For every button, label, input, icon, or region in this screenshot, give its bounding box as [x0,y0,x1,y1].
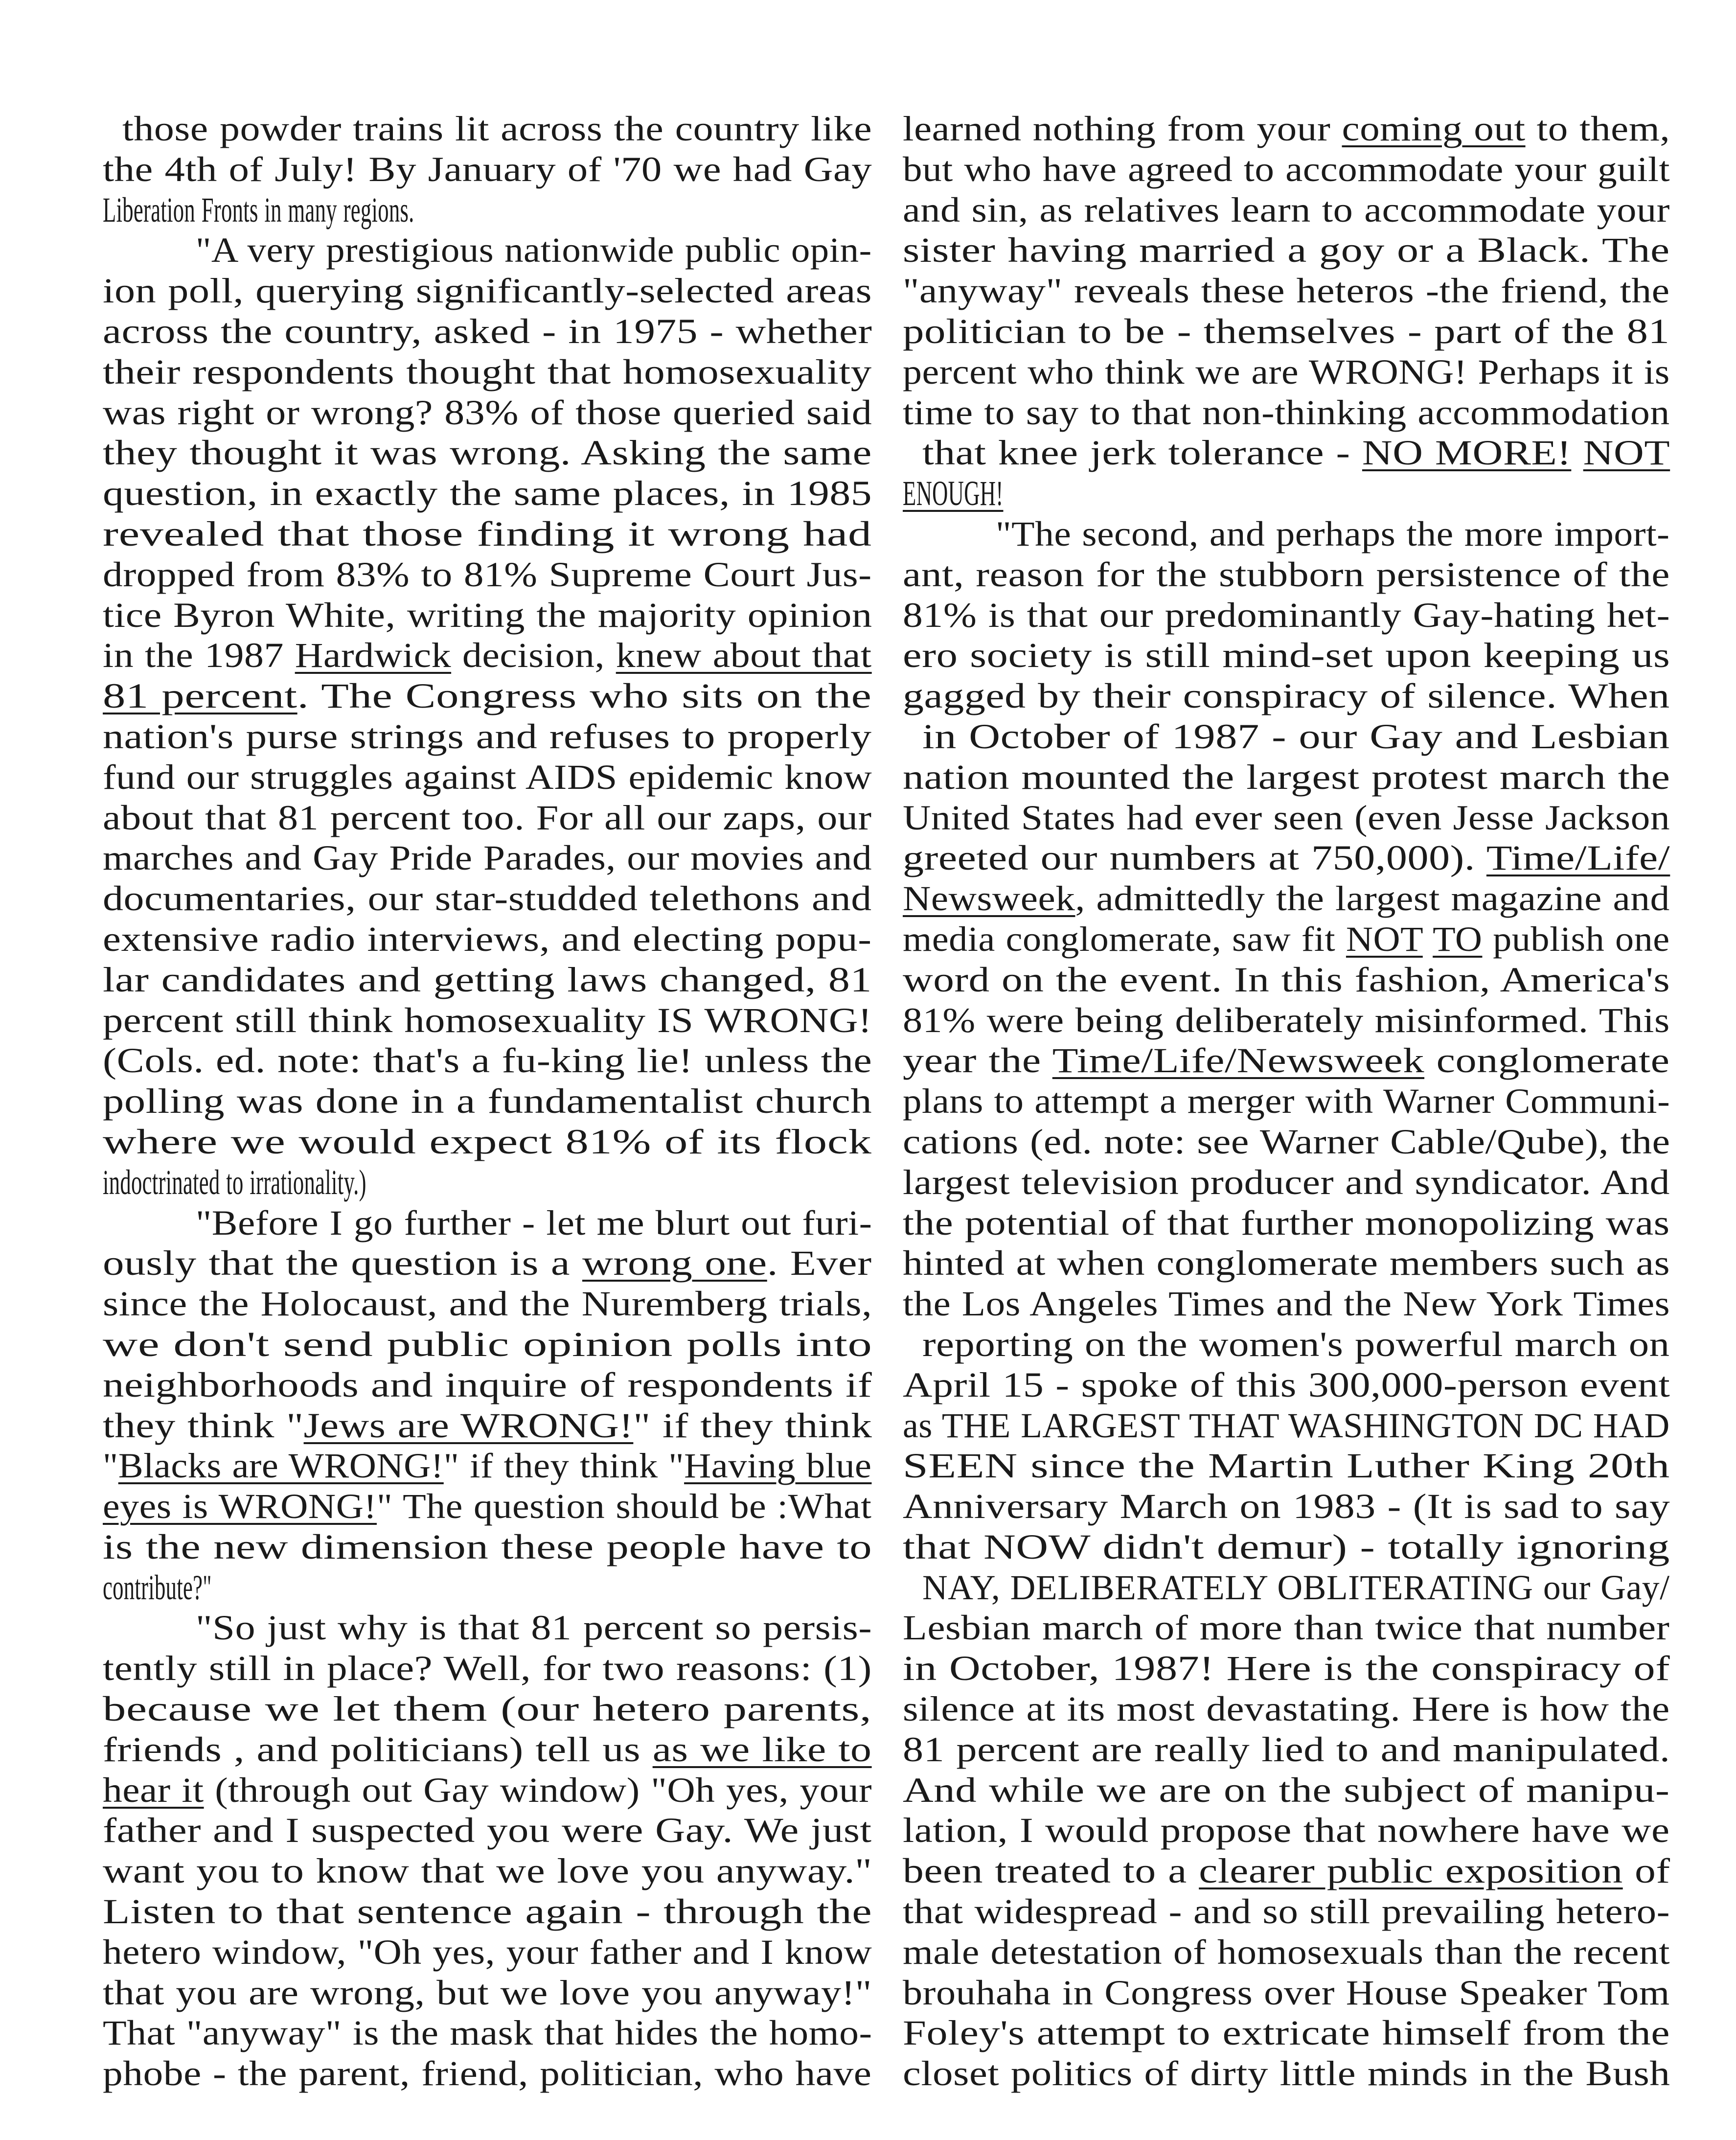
text-line [103,433,872,473]
text-line [103,676,872,716]
text-line [903,757,1670,798]
text-line [903,1446,1670,1486]
text-line [903,1689,1670,1729]
line-text: closet politics of dirty little minds in the Bush [903,2054,1670,2094]
text-line [103,149,872,190]
line-text: media conglomerate, saw fit NOT TO publish one [903,919,1670,959]
text-line [903,1486,1670,1527]
underlined-emphasis: wrong one [582,1243,767,1283]
line-text: United States had ever seen (even Jesse Jackson [903,798,1670,837]
line-text: 81 percent are really lied to and manipulated. [903,1729,1670,1769]
text-line [903,1891,1670,1932]
line-text: where we would expect 81% of its flock [103,1122,872,1161]
text-line [103,838,872,878]
text-line [903,1405,1670,1446]
line-text: extensive radio interviews, and electing popu- [103,919,872,959]
line-text: question, in exactly the same places, in 1985 [103,474,872,513]
line-text: Anniversary March on 1983 - (It is sad to say [903,1487,1670,1526]
underlined-emphasis: clearer public exposition [1199,1851,1623,1891]
line-text: ant, reason for the stubborn persistence of the [903,554,1670,594]
line-text: greeted our numbers at 750,000). Time/Life/ [903,838,1670,878]
text-line [903,595,1670,636]
text-line [903,1162,1670,1203]
text-line [903,1932,1670,1973]
line-text: tice Byron White, writing the majority opinion [103,595,872,635]
underlined-emphasis: Blacks are WRONG! [118,1446,444,1486]
line-text: in the 1987 Hardwick decision, knew about that [103,636,872,675]
text-line [903,716,1670,757]
line-text: Lesbian march of more than twice that number [903,1608,1670,1648]
text-line [903,1040,1670,1081]
line-text: neighborhoods and inquire of respondents if [103,1365,872,1404]
line-text: polling was done in a fundamentalist church [103,1082,872,1121]
text-line [103,635,872,676]
line-text: want you to know that we love you anyway." [103,1851,872,1891]
line-text: 81% were being deliberately misinformed. This [903,1000,1670,1040]
text-line [903,960,1670,1000]
underlined-emphasis: 81 percent [103,676,297,716]
line-text: in October of 1987 - our Gay and Lesbian [922,716,1670,756]
text-line [903,352,1670,392]
line-text: indoctrinated to irrationality.) [103,1162,366,1202]
line-text: word on the event. In this fashion, America's [903,960,1670,999]
line-text: they think "Jews are WRONG!" if they think [103,1405,872,1445]
line-text: "So just why is that 81 percent so persis- [196,1608,872,1648]
line-text: time to say to that non-thinking accommodation [903,392,1670,432]
line-text: and sin, as relatives learn to accommodate your [903,190,1670,230]
line-text: their respondents thought that homosexuality [103,352,872,391]
text-line [103,1040,872,1081]
text-line [103,1770,872,1811]
text-line [103,2053,872,2094]
text-line [103,311,872,352]
text-line [903,1729,1670,1770]
text-line [903,1122,1670,1162]
text-line [103,392,872,433]
text-line [903,1973,1670,2013]
text-line [103,960,872,1000]
underlined-emphasis: eyes is WRONG! [103,1487,377,1526]
line-text: that you are wrong, but we love you anyway!" [103,1973,872,2012]
underlined-emphasis: hear it [103,1770,204,1810]
line-text: eyes is WRONG!" The question should be :What [103,1487,872,1526]
line-text: that NOW didn't demur) - totally ignoring [903,1527,1670,1566]
text-line [103,1162,872,1203]
text-line [103,1648,872,1689]
text-line [903,149,1670,190]
text-line [103,798,872,838]
text-line [903,473,1670,514]
text-line [903,1648,1670,1689]
left-column [103,109,872,2094]
line-text: in October, 1987! Here is the conspiracy of [903,1649,1670,1688]
text-line [103,1932,872,1973]
text-line [103,1081,872,1122]
text-line [903,1810,1670,1851]
line-text: since the Holocaust, and the Nuremberg trials, [103,1284,872,1324]
text-line [103,1203,872,1243]
text-line [903,1324,1670,1365]
line-text: Listen to that sentence again - through the [103,1892,872,1932]
text-line [903,1000,1670,1041]
line-text: That "anyway" is the mask that hides the homo- [103,2013,872,2053]
text-line [103,473,872,514]
text-line [103,1122,872,1162]
line-text: reporting on the women's powerful march on [922,1324,1670,1364]
line-text: friends , and politicians) tell us as we like to [103,1729,872,1769]
underlined-emphasis: NO MORE! [1362,433,1572,473]
line-text [903,473,1003,514]
text-line [103,1527,872,1567]
underlined-emphasis: NOT [1583,433,1670,473]
underlined-emphasis: Time/Life/Newsweek [1052,1041,1425,1081]
line-text: the 4th of July! By January of '70 we had Gay [103,149,872,189]
line-text: learned nothing from your coming out to them, [903,109,1670,148]
text-line [903,1284,1670,1324]
line-text: "A very prestigious nationwide public opin- [196,230,872,270]
text-line [903,433,1670,473]
text-line [903,1365,1670,1405]
line-text: phobe - the parent, friend, politician, who have [103,2054,872,2094]
text-line [903,1203,1670,1243]
text-line [103,1324,872,1365]
text-line [903,878,1670,919]
line-text: (Cols. ed. note: that's a fu-king lie! unless the [103,1041,872,1081]
text-line [103,1851,872,1891]
line-text: documentaries, our star-studded telethons and [103,879,872,919]
text-line [103,1446,872,1486]
line-text: "The second, and perhaps the more import- [996,514,1670,553]
line-text: nation's purse strings and refuses to properly [103,716,872,756]
text-line [903,271,1670,311]
text-line [903,1243,1670,1284]
text-line [103,1891,872,1932]
text-line [103,1000,872,1041]
line-text: those powder trains lit across the country like [122,109,872,148]
text-line [903,1770,1670,1811]
text-line [103,1567,872,1608]
text-line [103,230,872,271]
line-text: we don't send public opinion polls into [103,1324,872,1364]
text-line [103,1284,872,1324]
line-text: Newsweek, admittedly the largest magazine and [903,879,1670,919]
text-line [103,2013,872,2053]
line-text: hinted at when conglomerate members such as [903,1243,1670,1283]
line-text: that widespread - and so still prevailing hetero- [903,1892,1670,1932]
underlined-emphasis: Jews are WRONG! [303,1405,634,1445]
underlined-emphasis: coming out [1342,109,1526,148]
text-line [903,2053,1670,2094]
text-line [903,919,1670,960]
text-line [903,1851,1670,1891]
line-text: across the country, asked - in 1975 - whether [103,311,872,351]
text-line [103,1243,872,1284]
line-text: father and I suspected you were Gay. We just [103,1811,872,1850]
underlined-emphasis: ENOUGH! [903,474,1004,513]
line-text: "anyway" reveals these heteros -the friend, the [903,271,1670,311]
text-line [103,1365,872,1405]
line-text: they thought it was wrong. Asking the same [103,433,872,473]
line-text: as THE LARGEST THAT WASHINGTON DC HAD [903,1405,1670,1445]
text-line [903,230,1670,271]
text-line [103,1608,872,1648]
text-line [903,1608,1670,1648]
text-line [103,1486,872,1527]
underlined-emphasis: Time/Life/ [1486,838,1670,878]
line-text: is the new dimension these people have to [103,1527,872,1566]
text-line [903,1567,1670,1608]
underlined-emphasis: knew about that [616,636,872,675]
underlined-emphasis: NOT [1346,919,1423,959]
text-line [903,514,1670,554]
line-text: fund our struggles against AIDS epidemic know [103,757,872,797]
text-line [103,514,872,554]
line-text: the Los Angeles Times and the New York Times [903,1284,1670,1324]
underlined-emphasis: as we like to [652,1729,872,1769]
line-text: And while we are on the subject of manipu- [903,1770,1670,1810]
text-line [103,1405,872,1446]
text-line [903,190,1670,230]
line-text: gagged by their conspiracy of silence. When [903,676,1670,716]
line-text: silence at its most devastating. Here is how the [903,1689,1670,1729]
line-text: "Blacks are WRONG!" if they think "Having blue [103,1446,872,1486]
text-line [903,676,1670,716]
text-line [103,352,872,392]
text-line [103,757,872,798]
line-text: 81% is that our predominantly Gay-hating het- [903,595,1670,635]
text-line [103,716,872,757]
line-text: Liberation Fronts in many regions. [103,190,414,230]
text-line [103,1729,872,1770]
line-text: ously that the question is a wrong one. Ever [103,1243,872,1283]
line-text: "Before I go further - let me blurt out furi- [196,1203,872,1243]
line-text: NAY, DELIBERATELY OBLITERATING our Gay/ [922,1567,1670,1607]
line-text: lation, I would propose that nowhere have we [903,1811,1670,1850]
line-text: revealed that those finding it wrong had [103,514,872,553]
line-text: dropped from 83% to 81% Supreme Court Jus- [103,554,872,594]
underlined-emphasis: TO [1433,919,1483,959]
line-text: brouhaha in Congress over House Speaker Tom [903,1973,1670,2012]
line-text: year the Time/Life/Newsweek conglomerate [903,1041,1670,1081]
line-text: nation mounted the largest protest march the [903,757,1670,797]
text-line [903,798,1670,838]
line-text: sister having married a goy or a Black. The [903,230,1670,270]
text-line [903,635,1670,676]
line-text: cations (ed. note: see Warner Cable/Qube), the [903,1122,1670,1161]
text-line [103,271,872,311]
line-text: male detestation of homosexuals than the recent [903,1932,1670,1972]
text-line [103,190,872,230]
line-text: been treated to a clearer public exposition of [903,1851,1670,1891]
line-text: percent still think homosexuality IS WRONG! [103,1000,872,1040]
line-text: tently still in place? Well, for two reasons: (1) [103,1649,872,1688]
underlined-emphasis: Hardwick [295,636,452,675]
line-text: the potential of that further monopolizing was [903,1203,1670,1243]
text-line [903,838,1670,878]
text-line [903,392,1670,433]
line-text: 81 percent. The Congress who sits on the [103,676,872,716]
line-text: April 15 - spoke of this 300,000-person event [903,1365,1670,1404]
right-column [903,109,1670,2094]
line-text: hear it (through out Gay window) "Oh yes, your [103,1770,872,1810]
underlined-emphasis: Having blue [684,1446,872,1486]
text-line [103,554,872,595]
line-text: politician to be - themselves - part of the 81 [903,311,1670,351]
line-text: lar candidates and getting laws changed, 81 [103,960,872,999]
text-line [103,878,872,919]
line-text: because we let them (our hetero parents, [103,1689,872,1729]
line-text: SEEN since the Martin Luther King 20th [903,1446,1670,1486]
text-line [103,1689,872,1729]
line-text: was right or wrong? 83% of those queried said [103,392,872,432]
text-line [903,109,1670,149]
text-line [103,109,872,149]
text-line [103,595,872,636]
text-line [103,1973,872,2013]
text-line [103,919,872,960]
text-line [103,1810,872,1851]
text-line [903,1081,1670,1122]
line-text: ero society is still mind-set upon keeping us [903,636,1670,675]
line-text: Foley's attempt to extricate himself from the [903,2013,1670,2053]
underlined-emphasis: Newsweek [903,879,1075,919]
line-text: about that 81 percent too. For all our zaps, our [103,798,872,837]
line-text: largest television producer and syndicator. And [903,1162,1670,1202]
line-text: percent who think we are WRONG! Perhaps it is [903,352,1670,391]
text-line [903,311,1670,352]
line-text: but who have agreed to accommodate your guilt [903,149,1670,189]
text-line [903,1527,1670,1567]
line-text: that knee jerk tolerance - NO MORE! NOT [922,433,1670,473]
text-line [903,554,1670,595]
line-text: plans to attempt a merger with Warner Communi- [903,1082,1670,1121]
line-text: ion poll, querying significantly-selected areas [103,271,872,311]
text-line [903,2013,1670,2053]
line-text: marches and Gay Pride Parades, our movies and [103,838,872,878]
line-text: contribute?" [103,1567,212,1607]
line-text: hetero window, "Oh yes, your father and I know [103,1932,872,1972]
